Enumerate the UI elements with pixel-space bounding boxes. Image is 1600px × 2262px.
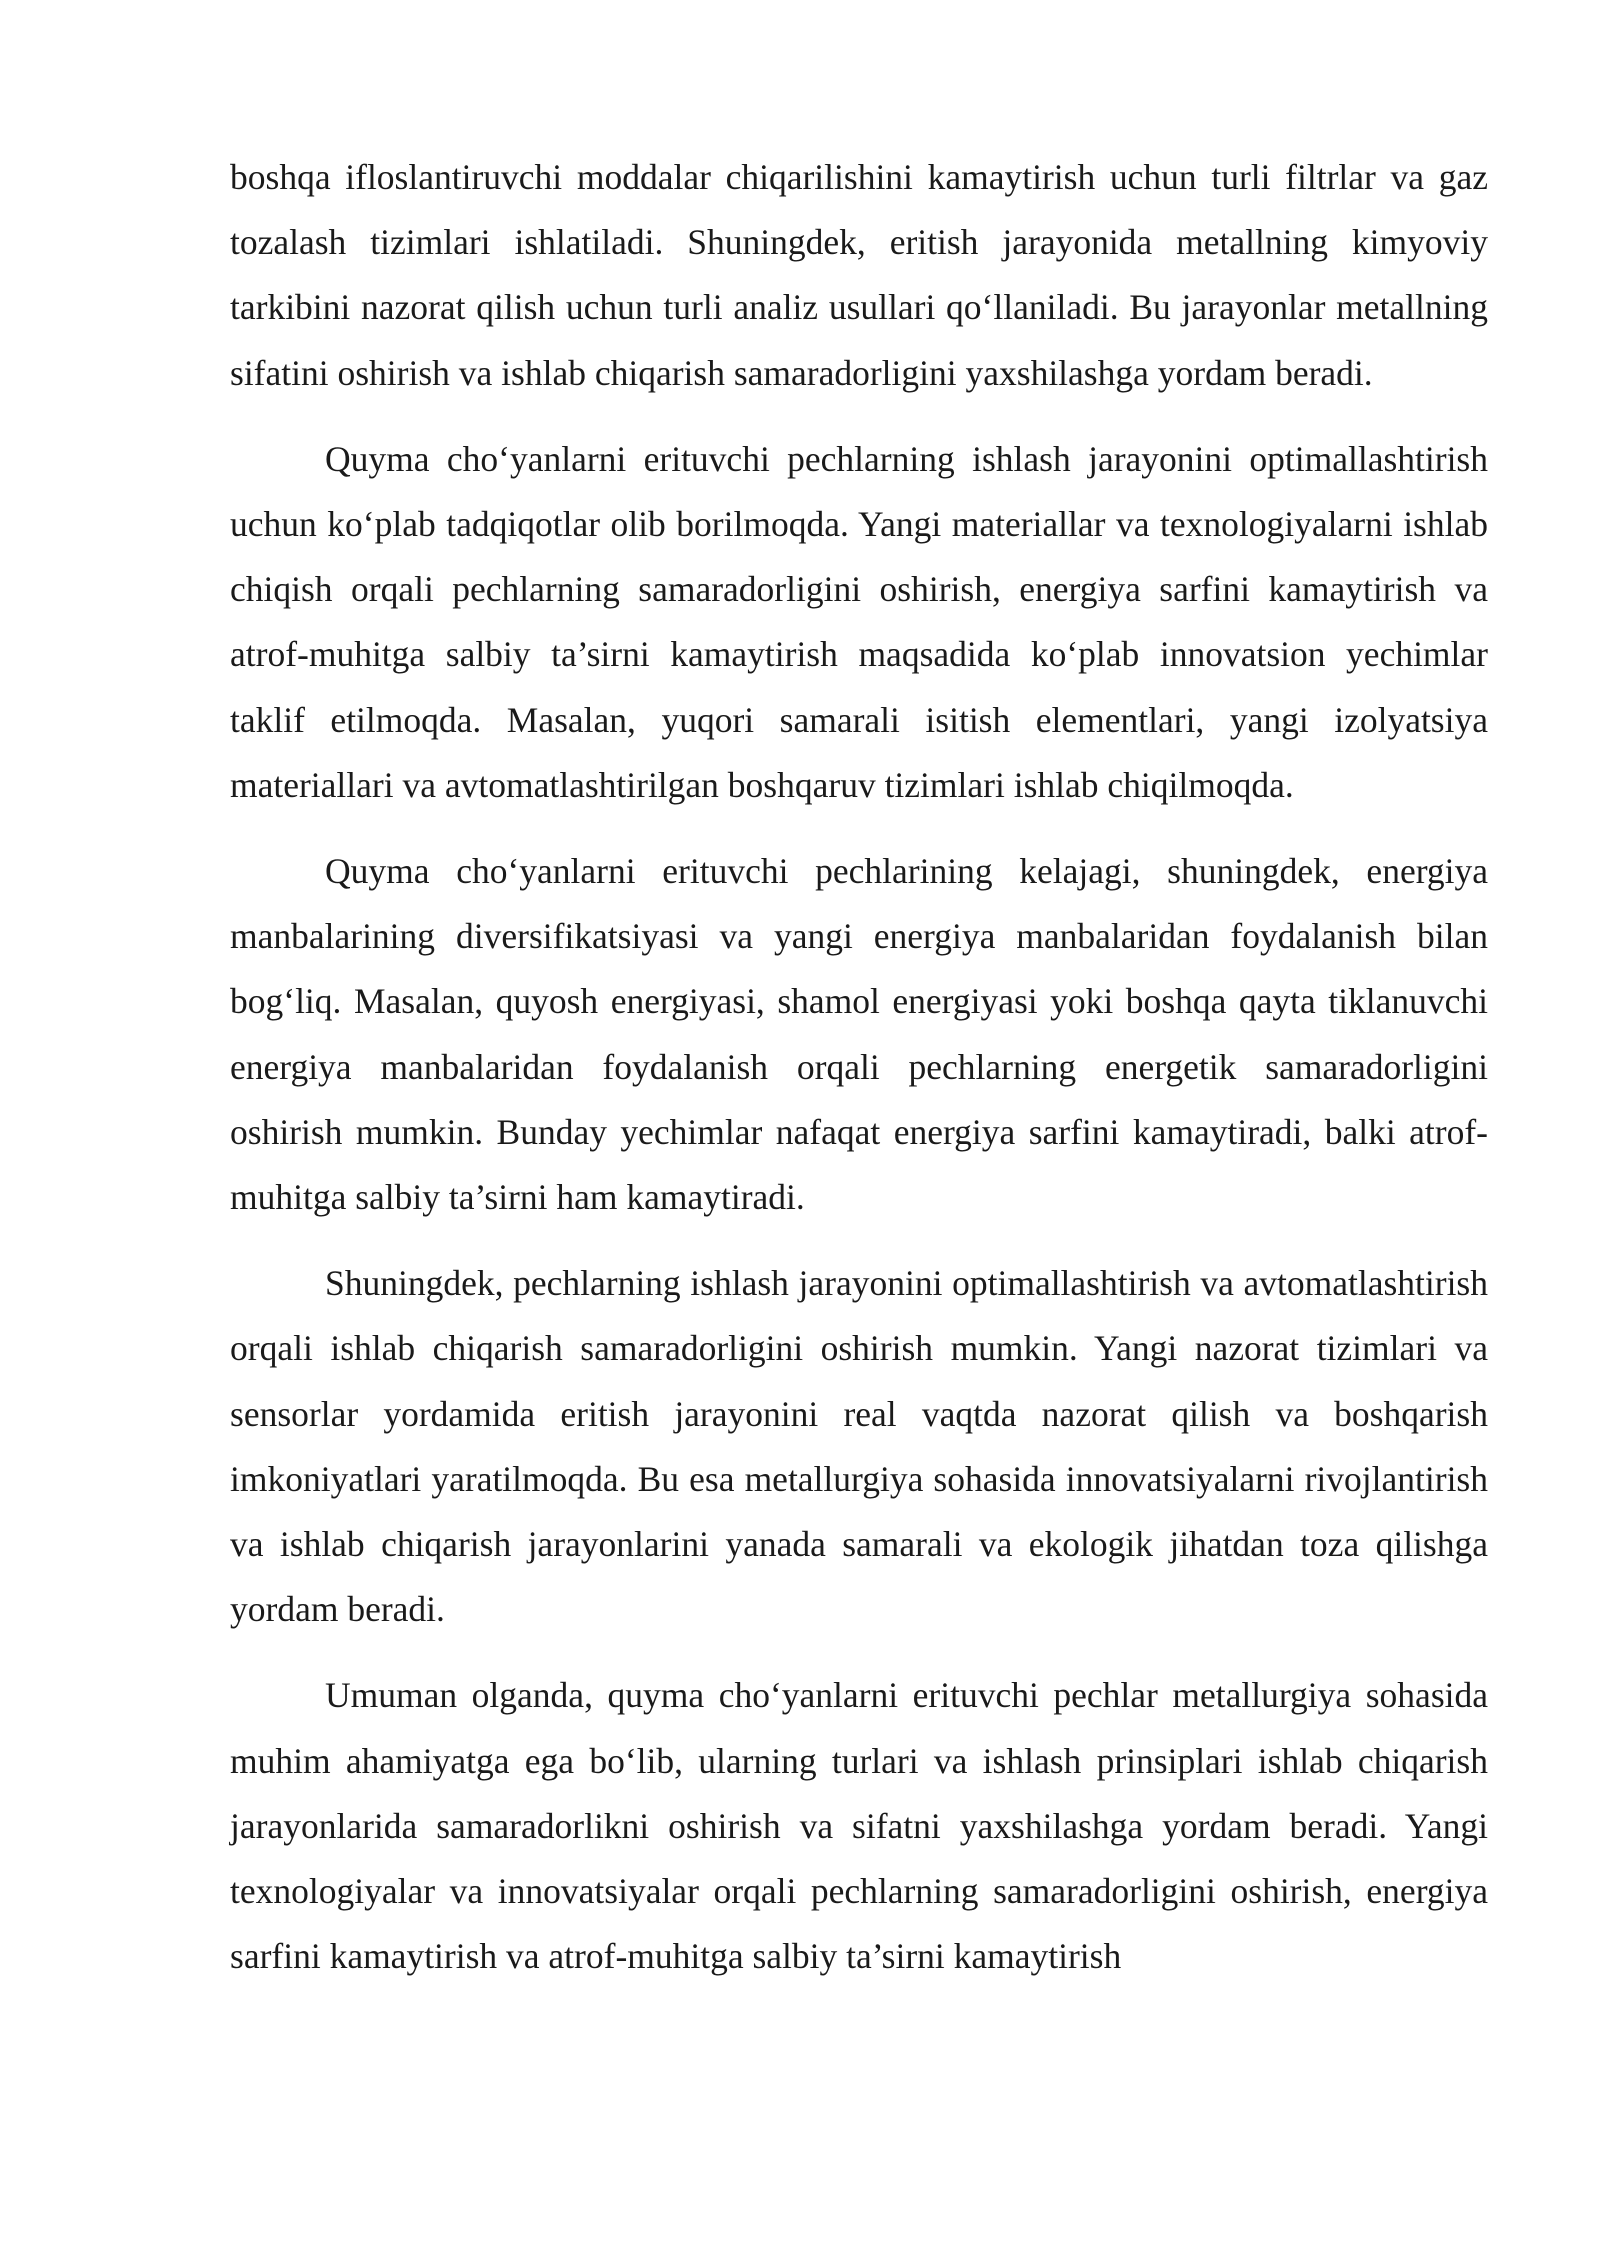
paragraph-4: Shuningdek, pechlarning ishlash jarayonini optimallashtirish va avtomatlashtirish orqali ishlab chiqarish samaradorligini oshirish mumkin. Yangi nazorat tizimlari va sensorlar yordamida eritish jarayonini real vaqtda nazorat qilish va boshqarish imkoniyatlari yaratilmoqda. Bu esa metallurgiya sohasida innovatsiyalarni rivojlantirish va ishlab chiqarish jarayonlarini yanada samarali va ekologik jihatdan toza qilishga yordam beradi. xyxy=(230,1263,1488,1630)
paragraph-5: Umuman olganda, quyma cho‘yanlarni erituvchi pechlar metallurgiya sohasida muhim ahamiyatga ega bo‘lib, ularning turlari va ishlash prinsiplari ishlab chiqarish jarayonlarida samaradorlikni oshirish va sifatni yaxshilashga yordam beradi. Yangi texnologiyalar va innovatsiyalar orqali pechlarning samaradorligini oshirish, energiya sarfini kamaytirish va atrof-muhitga salbiy ta’sirni kamaytirish xyxy=(230,1675,1488,1977)
document-body xyxy=(230,145,1488,2010)
paragraph-1: boshqa ifloslantiruvchi moddalar chiqarilishini kamaytirish uchun turli filtrlar va gaz tozalash tizimlari ishlatiladi. Shuningdek, eritish jarayonida metallning kimyoviy tarkibini nazorat qilish uchun turli analiz usullari qo‘llaniladi. Bu jarayonlar metallning sifatini oshirish va ishlab chiqarish samaradorligini yaxshilashga yordam beradi. xyxy=(230,157,1488,393)
paragraph-2: Quyma cho‘yanlarni erituvchi pechlarning ishlash jarayonini optimallashtirish uchun ko‘plab tadqiqotlar olib borilmoqda. Yangi materiallar va texnologiyalarni ishlab chiqish orqali pechlarning samaradorligini oshirish, energiya sarfini kamaytirish va atrof-muhitga salbiy ta’sirni kamaytirish maqsadida ko‘plab innovatsion yechimlar taklif etilmoqda. Masalan, yuqori samarali isitish elementlari, yangi izolyatsiya materiallari va avtomatlashtirilgan boshqaruv tizimlari ishlab chiqilmoqda. xyxy=(230,438,1488,805)
paragraph-3: Quyma cho‘yanlarni erituvchi pechlarining kelajagi, shuningdek, energiya manbalarining diversifikatsiyasi va yangi energiya manbalaridan foydalanish bilan bog‘liq. Masalan, quyosh energiyasi, shamol energiyasi yoki boshqa qayta tiklanuvchi energiya manbalaridan foydalanish orqali pechlarning energetik samaradorligini oshirish mumkin. Bunday yechimlar nafaqat energiya sarfini kamaytiradi, balki atrof-muhitga salbiy ta’sirni ham kamaytiradi. xyxy=(230,851,1488,1218)
